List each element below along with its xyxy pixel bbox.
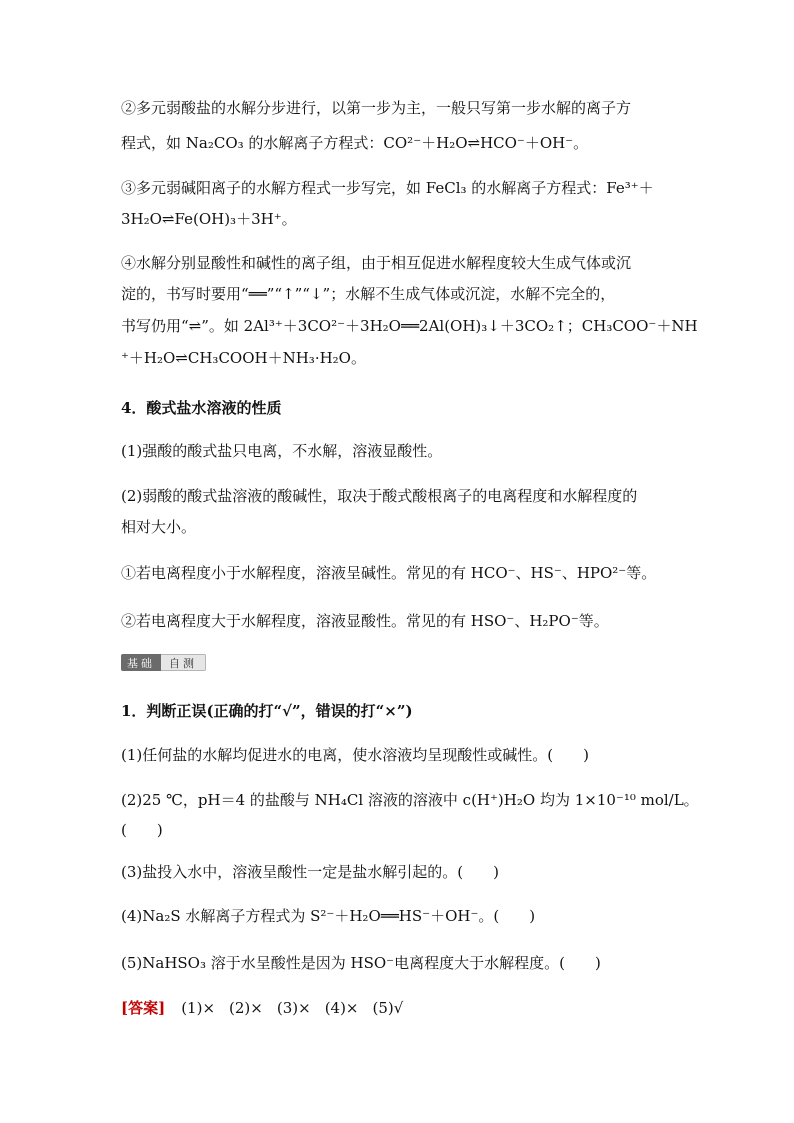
paragraph-line: (1)强酸的酸式盐只电离，不水解，溶液显酸性。 [121,442,443,460]
question-item: (2)25 ℃，pH＝4 的盐酸与 NH₄Cl 溶液的溶液中 c(H⁺)H₂O 均为 1×10⁻¹⁰ mol/L。 [121,791,699,809]
badge-right-label: 自测 [161,654,206,671]
paragraph-line: 书写仍用“⇌”。如 2Al³⁺＋3CO²⁻＋3H₂O══2Al(OH)₃↓＋3CO₂↑；CH₃COO⁻＋NH [121,317,698,335]
answer-tag: [答案] [121,999,166,1017]
section-heading: 4．酸式盐水溶液的性质 [121,399,282,417]
paragraph-line: 淀的，书写时要用“══”“↑”“↓”；水解不生成气体或沉淀，水解不完全的， [121,285,616,303]
paragraph-line: ⁺＋H₂O⇌CH₃COOH＋NH₃·H₂O。 [121,349,366,367]
paragraph-line: 3H₂O⇌Fe(OH)₃＋3H⁺。 [121,210,297,228]
paragraph-line: 程式，如 Na₂CO₃ 的水解离子方程式：CO²⁻＋H₂O⇌HCO⁻＋OH⁻。 [121,134,589,152]
answer-item: (2)× [229,999,263,1017]
question-item: (5)NaHSO₃ 溶于水呈酸性是因为 HSO⁻电离程度大于水解程度。( ) [121,954,601,972]
question-item: (3)盐投入水中，溶液呈酸性一定是盐水解引起的。( ) [121,863,499,881]
answer-item: (1)× [181,999,216,1017]
paragraph-line: ②多元弱酸盐的水解分步进行，以第一步为主，一般只写第一步水解的离子方 [121,99,632,117]
paragraph-line: ①若电离程度小于水解程度，溶液呈碱性。常见的有 HCO⁻、HS⁻、HPO²⁻等。 [121,564,657,582]
paragraph-line: (2)弱酸的酸式盐溶液的酸碱性，取决于酸式酸根离子的电离程度和水解程度的 [121,487,638,505]
paragraph-line: ④水解分别显酸性和碱性的离子组，由于相互促进水解程度较大生成气体或沉 [121,254,632,272]
question-item: (4)Na₂S 水解离子方程式为 S²⁻＋H₂O══HS⁻＋OH⁻。( ) [121,907,536,925]
answer-item: (3)× [276,999,311,1017]
question-title: 1．判断正误(正确的打“√”，错误的打“×”) [121,702,413,720]
paragraph-line: ②若电离程度大于水解程度，溶液显酸性。常见的有 HSO⁻、H₂PO⁻等。 [121,612,609,630]
answer-item: (5)√ [372,999,404,1017]
answer-item: (4)× [324,999,359,1017]
self-test-badge [121,654,206,671]
question-item: (1)任何盐的水解均促进水的电离，使水溶液均呈现酸性或碱性。( ) [121,746,589,764]
paragraph-line: ③多元弱碱阳离子的水解方程式一步写完，如 FeCl₃ 的水解离子方程式：Fe³⁺＋ [121,179,654,197]
badge-left-label: 基础 [121,654,161,671]
question-item-continuation: ( ) [121,821,163,839]
answer-line [121,998,681,1018]
paragraph-line: 相对大小。 [121,518,197,536]
